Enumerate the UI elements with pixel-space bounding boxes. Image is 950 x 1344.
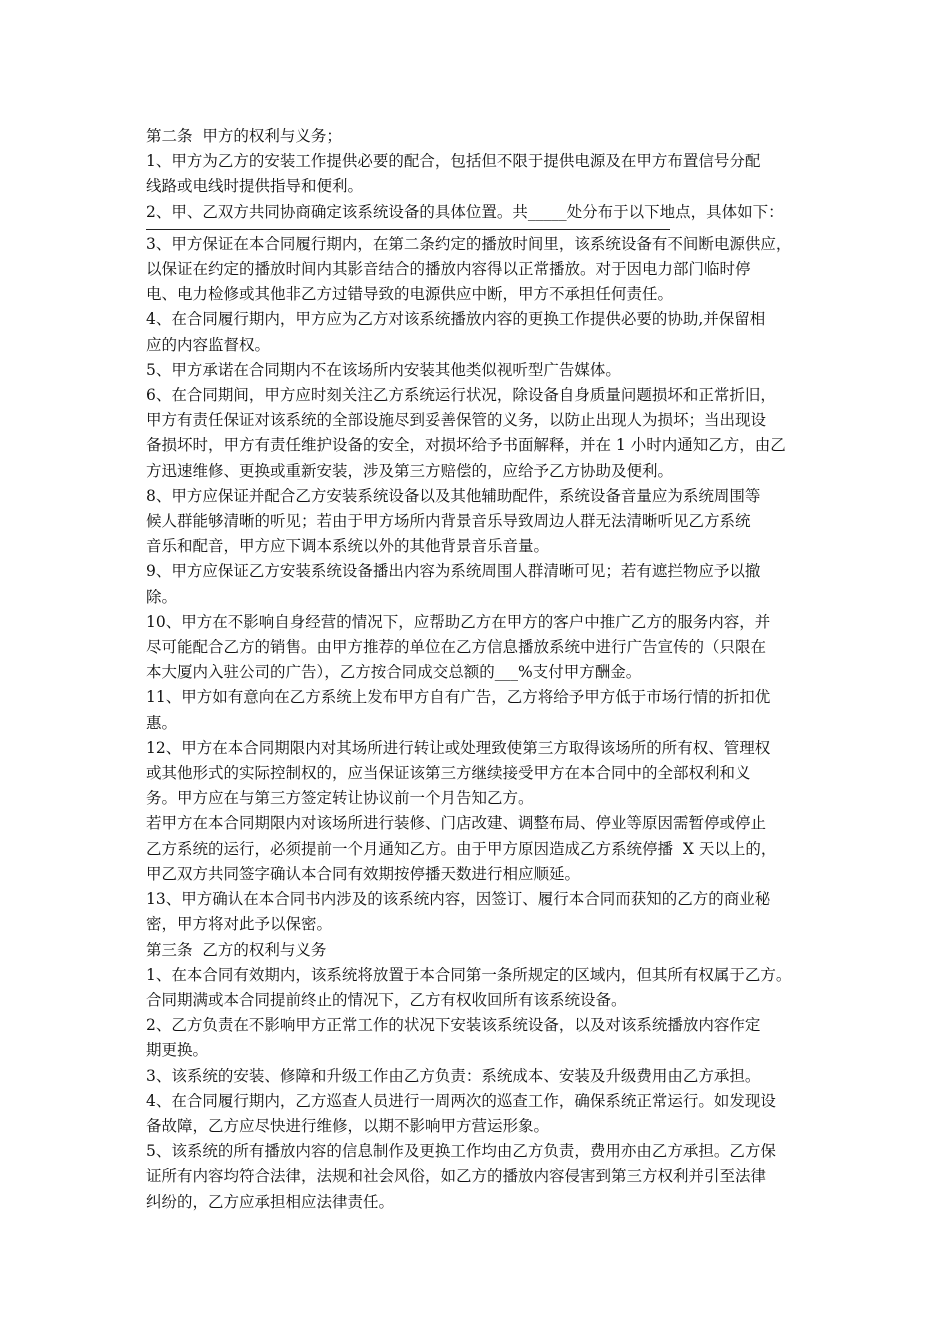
document-text-line: 9、甲方应保证乙方安装系统设备播出内容为系统周围人群清晰可见；若有遮拦物应予以撤 bbox=[146, 562, 761, 581]
document-text-line: 电、电力检修或其他非乙方过错导致的电源供应中断，甲方不承担任何责任。 bbox=[146, 285, 674, 304]
document-text-line: 应的内容监督权。 bbox=[146, 335, 271, 354]
document-text-line: 第二条 甲方的权利与义务； bbox=[146, 127, 342, 145]
document-text-line: 2、乙方负责在不影响甲方正常工作的状况下安装该系统设备，以及对该系统播放内容作定 bbox=[146, 1016, 761, 1035]
document-text-line: 2、甲、乙双方共同协商确定该系统设备的具体位置。共_____处分布于以下地点，具体如下： bbox=[146, 202, 784, 221]
document-text-line: 务。甲方应在与第三方签定转让协议前一个月告知乙方。 bbox=[146, 789, 534, 808]
document-text-line: 以保证在约定的播放时间内其影音结合的播放内容得以正常播放。对于因电力部门临时停 bbox=[146, 260, 751, 279]
document-text-line: 证所有内容均符合法律，法规和社会风俗，如乙方的播放内容侵害到第三方权利并引至法律 bbox=[146, 1167, 767, 1186]
fill-in-blank-line bbox=[146, 229, 670, 230]
document-text-line: 惠。 bbox=[146, 713, 178, 732]
document-text-line: 甲方有责任保证对该系统的全部设施尽到妥善保管的义务，以防止出现人为损坏；当出现设 bbox=[146, 411, 767, 430]
document-text-line: 5、该系统的所有播放内容的信息制作及更换工作均由乙方负责，费用亦由乙方承担。乙方保 bbox=[146, 1142, 776, 1161]
document-text-line: 4、在合同履行期内，甲方应为乙方对该系统播放内容的更换工作提供必要的协助,并保留相 bbox=[146, 310, 766, 329]
document-text-line: 6、在合同期间，甲方应时刻关注乙方系统运行状况，除设备自身质量问题损坏和正常折旧， bbox=[146, 386, 776, 405]
document-text-line: 若甲方在本合同期限内对该场所进行装修、门店改建、调整布局、停业等原因需暂停或停止 bbox=[146, 814, 767, 833]
document-text-line: 11、甲方如有意向在乙方系统上发布甲方自有广告，乙方将给予甲方低于市场行情的折扣优 bbox=[146, 688, 771, 707]
document-text-line: 本大厦内入驻公司的广告），乙方按合同成交总额的___%支付甲方酬金。 bbox=[146, 663, 642, 682]
document-text-line: 1、甲方为乙方的安装工作提供必要的配合，包括但不限于提供电源及在甲方布置信号分配 bbox=[146, 152, 761, 171]
document-text-line: 备故障，乙方应尽快进行维修，以期不影响甲方营运形象。 bbox=[146, 1116, 550, 1135]
document-text-line: 音乐和配音，甲方应下调本系统以外的其他背景音乐音量。 bbox=[146, 537, 550, 556]
document-text-line: 合同期满或本合同提前终止的情况下，乙方有权收回所有该系统设备。 bbox=[146, 990, 627, 1009]
document-text-line: 乙方系统的运行，必须提前一个月通知乙方。由于甲方原因造成乙方系统停播 X 天以上的， bbox=[146, 839, 777, 858]
document-text-line: 线路或电线时提供指导和便利。 bbox=[146, 177, 364, 196]
document-text-line: 期更换。 bbox=[146, 1041, 209, 1060]
document-text-line: 方迅速维修、更换或重新安装，涉及第三方赔偿的，应给予乙方协助及便利。 bbox=[146, 461, 674, 480]
document-text-line: 第三条 乙方的权利与义务 bbox=[146, 940, 327, 959]
document-text-line: 候人群能够清晰的听见；若由于甲方场所内背景音乐导致周边人群无法清晰听见乙方系统 bbox=[146, 512, 751, 531]
document-text-line: 12、甲方在本合同期限内对其场所进行转让或处理致使第三方取得该场所的所有权、管理权 bbox=[146, 738, 771, 757]
document-text-line: 密，甲方将对此予以保密。 bbox=[146, 915, 333, 934]
document-page bbox=[146, 124, 822, 1215]
document-text-line: 1、在本合同有效期内，该系统将放置于本合同第一条所规定的区域内，但其所有权属于乙方。 bbox=[146, 965, 792, 984]
document-text-line: 5、甲方承诺在合同期内不在该场所内安装其他类似视听型广告媒体。 bbox=[146, 360, 621, 379]
document-text-line: 纠纷的，乙方应承担相应法律责任。 bbox=[146, 1192, 395, 1211]
document-text-line: 10、甲方在不影响自身经营的情况下，应帮助乙方在甲方的客户中推广乙方的服务内容，并 bbox=[146, 612, 771, 631]
document-text-line: 13、甲方确认在本合同书内涉及的该系统内容，因签订、履行本合同而获知的乙方的商业秘 bbox=[146, 890, 771, 909]
document-text-line: 3、该系统的安装、修障和升级工作由乙方负责：系统成本、安装及升级费用由乙方承担。 bbox=[146, 1066, 761, 1085]
document-text-line: 8、甲方应保证并配合乙方安装系统设备以及其他辅助配件，系统设备音量应为系统周围等 bbox=[146, 486, 761, 505]
document-text-line: 甲乙双方共同签字确认本合同有效期按停播天数进行相应顺延。 bbox=[146, 864, 581, 883]
document-text-line: 3、甲方保证在本合同履行期内，在第二条约定的播放时间里，该系统设备有不间断电源供应， bbox=[146, 234, 792, 253]
document-text-line: 或其他形式的实际控制权的，应当保证该第三方继续接受甲方在本合同中的全部权利和义 bbox=[146, 764, 751, 783]
document-text-line: 4、在合同履行期内，乙方巡查人员进行一周两次的巡查工作，确保系统正常运行。如发现设 bbox=[146, 1091, 776, 1110]
document-text-line: 除。 bbox=[146, 587, 178, 606]
document-text-line: 备损坏时，甲方有责任维护设备的安全，对损坏给予书面解释，并在 1 小时内通知乙方，由乙 bbox=[146, 436, 786, 455]
document-text-line: 尽可能配合乙方的销售。由甲方推荐的单位在乙方信息播放系统中进行广告宣传的（只限在 bbox=[146, 638, 767, 657]
